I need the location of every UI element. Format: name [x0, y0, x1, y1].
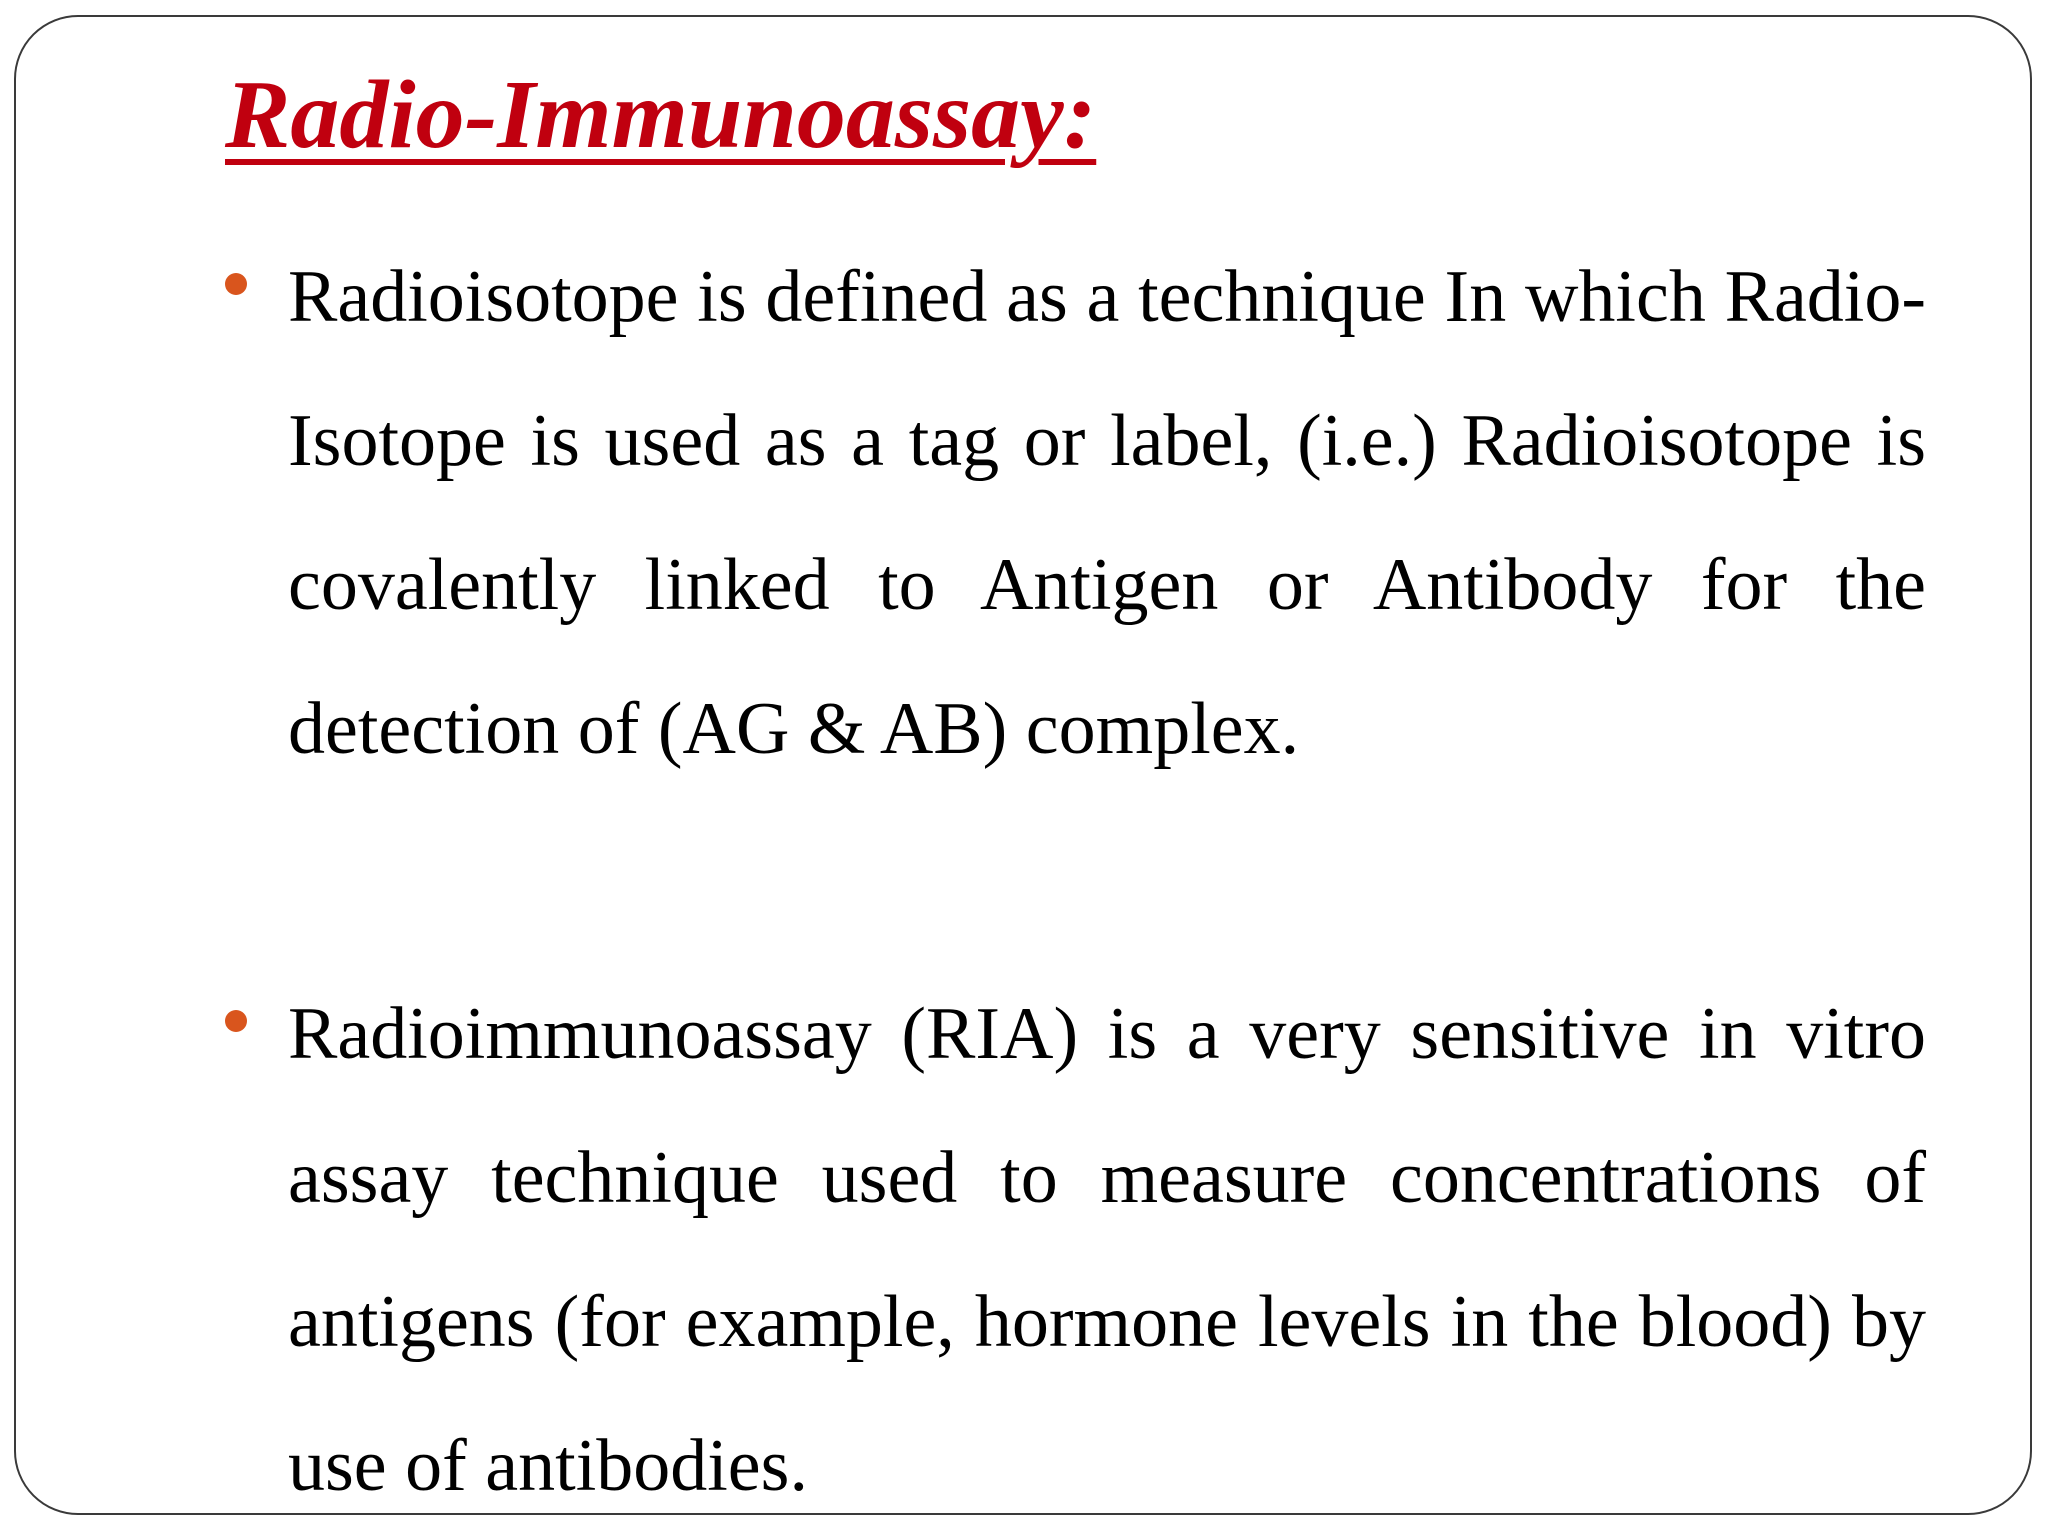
bullet-dot-icon [225, 273, 247, 295]
bullet-text: Radioimmunoassay (RIA) is a very sensitive in vitro assay technique used to measure concentrations of antigens (for example, hormone levels in the blood) by use of antibodies. [288, 993, 1926, 1507]
bullet-dot-icon [225, 1010, 247, 1032]
bullet-item-definition [288, 225, 1926, 801]
bullet-item-ria [288, 962, 1926, 1538]
bullet-text: Radioisotope is defined as a technique In which Radio-Isotope is used as a tag or label, (i.e.) Radioisotope is covalently linked to Antigen or Antibody for the detection of (AG & AB) complex. [288, 256, 1926, 770]
slide-title: Radio-Immunoassay: [225, 61, 1097, 169]
